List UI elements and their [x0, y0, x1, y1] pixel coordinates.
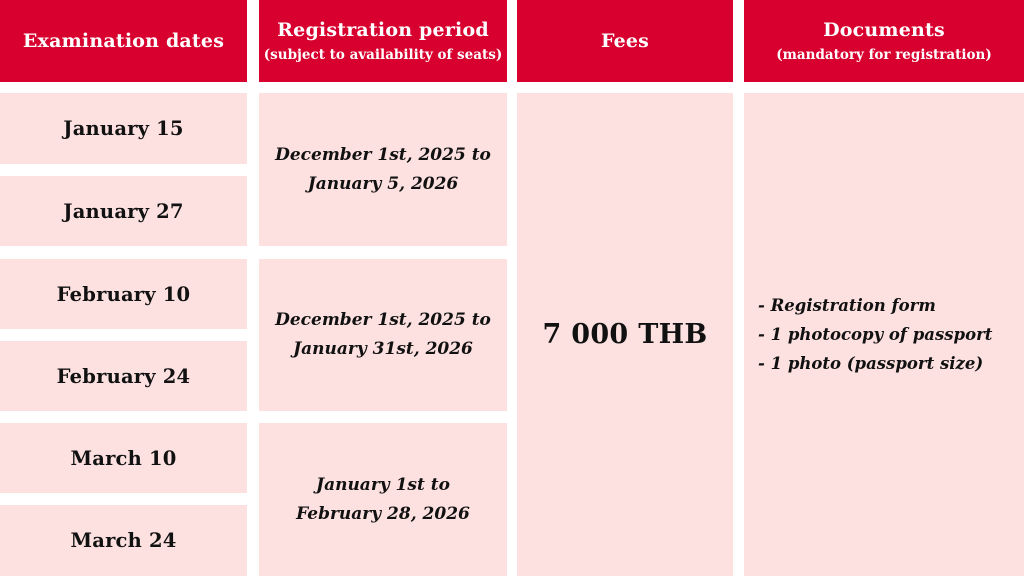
- fees-cell: [517, 93, 733, 576]
- exam-date: February 10: [56, 282, 191, 306]
- header-title-fees: Fees: [600, 30, 650, 52]
- exam-date: January 15: [63, 117, 184, 140]
- exam-date-cell: [0, 505, 247, 576]
- header-title-documents: Documents: [823, 19, 945, 41]
- registration-period-cell: [259, 93, 507, 246]
- header-title-registration-period: Registration period: [277, 19, 489, 41]
- fee-amount: 7 000 THB: [542, 319, 708, 350]
- registration-period-line: February 28, 2026: [296, 503, 470, 524]
- registration-period-line: December 1st, 2025 to: [275, 310, 491, 330]
- exam-date-cell: [0, 259, 247, 329]
- document-item: - 1 photocopy of passport: [758, 325, 993, 344]
- header-documents: [744, 0, 1024, 82]
- registration-period-line: January 1st to: [316, 474, 450, 495]
- registration-period-line: December 1st, 2025 to: [275, 144, 491, 165]
- document-item: - 1 photo (passport size): [758, 354, 984, 373]
- exam-date: February 24: [56, 364, 191, 388]
- header-examination-dates: [0, 0, 247, 82]
- registration-period-cell: [259, 259, 507, 411]
- registration-period-line: January 31st, 2026: [293, 339, 473, 359]
- exam-date: March 24: [70, 529, 177, 552]
- exam-date-cell: [0, 93, 247, 164]
- exam-date-cell: [0, 423, 247, 493]
- registration-period-line: January 5, 2026: [307, 173, 459, 194]
- header-subtitle-registration-period: (subject to availability of seats): [263, 47, 503, 63]
- document-item: - Registration form: [758, 296, 936, 315]
- header-fees: [517, 0, 733, 82]
- header-registration-period: [259, 0, 507, 82]
- documents-cell: [744, 93, 1024, 576]
- exam-date-cell: [0, 176, 247, 246]
- header-title-examination-dates: Examination dates: [22, 30, 225, 52]
- exam-date: March 10: [70, 446, 177, 470]
- exam-date-cell: [0, 341, 247, 411]
- exam-date: January 27: [63, 199, 184, 223]
- header-subtitle-documents: (mandatory for registration): [776, 47, 992, 63]
- registration-period-cell: [259, 423, 507, 576]
